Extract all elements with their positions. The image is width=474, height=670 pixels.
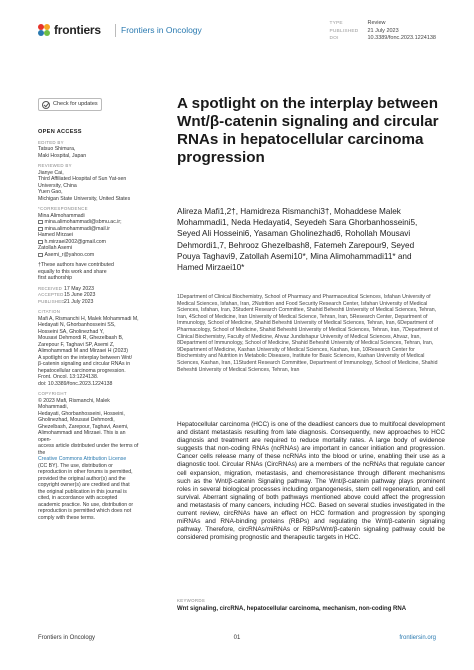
copyright-line: © 2023 Mafi, Rismanchi, Malek Mohammadi, xyxy=(38,397,110,410)
copyright-line: Alimohammadi and Mirzaei. This is an open- xyxy=(38,430,126,443)
date-value: 15 June 2023 xyxy=(64,292,96,298)
date-value: 17 May 2023 xyxy=(64,285,94,292)
reviewer-line: University, China xyxy=(38,182,77,189)
envelope-icon xyxy=(38,227,43,231)
cc-license-link[interactable]: Creative Commons Attribution License xyxy=(38,456,127,462)
copyright-line: access article distributed under the terms of xyxy=(38,443,139,449)
citation-line: Alimohammadi M and Mirzaei H (2023) xyxy=(38,348,128,354)
article-sidebar xyxy=(38,98,140,525)
envelope-icon xyxy=(38,240,43,244)
frontiers-logo-icon xyxy=(38,24,51,37)
reviewer-line: Third Affiliated Hospital of Sun Yat-sen xyxy=(38,176,127,182)
envelope-icon xyxy=(38,220,43,224)
meta-published-row: PUBLISHED 21 July 2023 xyxy=(329,27,399,34)
copyright-line: academic practice. No use, distribution or xyxy=(38,501,134,508)
citation-line: Hedayati N, Ghorbanhosseini SS, xyxy=(38,322,116,328)
date-value: 21 July 2023 xyxy=(64,298,94,305)
copyright-line: provided the original author(s) and the xyxy=(38,475,126,482)
copyright-line: the xyxy=(38,449,46,456)
copyright-line: (CC BY). The use, distribution or xyxy=(38,462,113,469)
envelope-icon xyxy=(38,253,43,257)
copyright-line: the original publication in this journal is xyxy=(38,488,127,495)
copyright-line: Gholinezhad, Mousavi Dehmordi, xyxy=(38,417,115,423)
correspondence-text: h.mirzaei2002@gmail.com xyxy=(44,238,106,245)
date-label: ACCEPTED xyxy=(38,292,64,297)
copyright-line: cited, in accordance with accepted xyxy=(38,495,118,501)
date-row xyxy=(38,299,140,306)
correspondence-text: Zatollah Asemi xyxy=(38,245,73,251)
correspondence-text: Mina Alimohammadi xyxy=(38,212,85,219)
editor-line: Maki Hospital, Japan xyxy=(38,152,87,159)
article-meta xyxy=(329,20,436,43)
citation-line: A spotlight on the interplay between Wnt/ xyxy=(38,354,133,361)
header-divider xyxy=(115,24,116,37)
contribution-line: †These authors have contributed xyxy=(38,262,114,268)
affiliations: 1Department of Clinical Biochemistry, School of Pharmacy and Pharmaceutical Sciences, Isfahan University of Medical Sciences, Isfahan, Iran, 2Nutrition and Food Security Research Center, Isfahan University of Medical Sciences, Isfahan, Iran, 3Student Research Committee, Shahid Beheshti University of Medical Sciences, Tehran, Iran, 4School of Medicine, Iran University of Medical Science, Tehran, Iran, 5Research Center, Department of Immunology, School of Medicine, Shahid Beheshti University of Medical Sciences, Tehran, Iran, 6Department of Pharmacology, School of Medicine, Shahid Beheshti University of Medical Sciences, Tehran, Iran, 7Department of Clinical Biochemistry, Faculty of Medicine, Ahvaz Jundishapur University of Medical Sciences, Ahvaz, Iran, 8Department of Immunology, School of Medicine, Shahid Beheshti University of Medical Sciences, Tehran, Iran, 9Department of Medicine, Kashan University of Medical Sciences, Kashan, Iran, 10Research Center for Biochemistry and Nutrition in Metabolic Diseases, Institute for Basic Sciences, Kashan University of Medical Sciences, Kashan, Iran, 11Student Research Committee, Department of Immunology, School of Medicine, Shahid Beheshti University of Medical Sciences, Tehran, Iran xyxy=(177,294,439,373)
author-list: Alireza Mafi1,2†, Hamidreza Rismanchi3†, Mohaddese Malek Mohammadi1, Neda Hedayati4, Seyedeh Sara Ghorbanhosseini5, Seyed Ali Hosseini6, Yasaman Gholinezhad6, Rohollah Mousavi Dehmordi1,7, Behrooz Ghezelbash8, Fatemeh Zarepour9, Seyed Pouya Taghavi9, Zatollah Asemi10*, Mina Alimohammadi11* and Hamed Mirzaei10* xyxy=(177,207,418,273)
correspondence-section: *CORRESPONDENCE Mina Alimohammadi mina.alimohammadi@sbmu.ac.ir; mina.alimohammadi@mail.ir Hamed Mirzaei h.mirzaei2002@gmail.com Zatollah Asemi Asemi_r@yahoo.com xyxy=(38,206,140,258)
meta-type-row: TYPE Review xyxy=(329,20,386,26)
contribution-note xyxy=(38,262,140,282)
reviewer-line: Yuen Gao, xyxy=(38,189,63,195)
copyright-line: comply with these terms. xyxy=(38,514,96,521)
citation-line: hepatocellular carcinoma progression. xyxy=(38,367,126,374)
footer-journal-link[interactable]: Frontiers in Oncology xyxy=(38,635,96,641)
frontiers-logo[interactable] xyxy=(38,23,101,37)
citation-line: Front. Oncol. 13:1224138. xyxy=(38,374,99,380)
reviewed-by-section: REVIEWED BY Jianye Cai, Third Affiliated Hospital of Sun Yat-sen University, China Yuen Gao, Michigan State University, United States xyxy=(38,163,140,202)
journal-name-link[interactable]: Frontiers in Oncology xyxy=(121,25,202,35)
copyright-line: reproduction in other forums is permitted, xyxy=(38,469,133,475)
citation-line: Hosseini SA, Gholinezhad Y, xyxy=(38,328,104,335)
open-access-label: OPEN ACCESS xyxy=(38,129,82,135)
reviewer-line: Michigan State University, United States xyxy=(38,195,131,202)
citation-line: doi: 10.3389/fonc.2023.1224138 xyxy=(38,380,113,387)
footer-site-link[interactable]: frontiersin.org xyxy=(399,635,436,641)
brand-name: frontiers xyxy=(54,23,101,37)
correspondence-text: mina.alimohammadi@sbmu.ac.ir; xyxy=(44,219,122,225)
date-label: RECEIVED xyxy=(38,285,63,291)
reviewer-line: Jianye Cai, xyxy=(38,169,64,176)
citation-line: Mafi A, Rismanchi H, Malek Mohammadi M, xyxy=(38,315,139,322)
dates-section xyxy=(38,286,140,306)
editor-line: Tatsuo Shimura, xyxy=(38,146,76,152)
correspondence-email[interactable] xyxy=(38,252,140,259)
keywords-label: KEYWORDS xyxy=(177,598,206,603)
contribution-line: first authorship xyxy=(38,275,73,281)
check-for-updates-button[interactable]: Check for updates xyxy=(38,98,102,111)
copyright-line: Ghezelbash, Zarepour, Taghavi, Asemi, xyxy=(38,423,129,430)
correspondence-text: Asemi_r@yahoo.com xyxy=(44,251,95,258)
citation-line: Mousavi Dehmordi R, Ghezelbash B, xyxy=(38,335,124,341)
correspondence-text: Hamed Mirzaei xyxy=(38,232,73,238)
abstract: Hepatocellular carcinoma (HCC) is one of the deadliest cancers due to multifocal development and distant metastasis resulting from late diagnosis. Consequently, new approaches to HCC diagnosis and treatment are required to reduce mortality rates. A large body of evidence suggests that non-coding RNAs (ncRNAs) are important in cancer initiation and progression. Cancer cells release many of these ncRNAs into the blood or urine, enabling their use as a diagnostic tool. Circular RNAs (CircRNAs) are a members of the ncRNAs that regulate cancer cell expansion, migration, metastasis, and chemoresistance through different mechanisms such as the Wnt/β-catenin Signaling pathway. The Wnt/β-catenin pathway plays prominent roles in several biological processes including organogenesis, stem cell regeneration, and cell survival. Aberrant signaling of both pathways mentioned above could affect the progression and metastasis of many cancers, including HCC. Based on several studies investigated in the current review, circRNAs have an effect on HCC formation and progression by sponging miRNAs and RNA-binding proteins (RBPs) and regulating the Wnt/β-catenin signaling pathway. Therefore, circRNAs/miRNAs or RBPs/Wnt/β-catenin signaling pathway could be considered promising prognostic and therapeutic targets in HCC. xyxy=(177,421,445,542)
copyright-line: Hedayati, Ghorbanhosseini, Hosseini, xyxy=(38,410,125,417)
check-circle-icon xyxy=(42,101,50,109)
copyright-line: copyright owner(s) are credited and that xyxy=(38,482,130,488)
page-header xyxy=(38,20,436,42)
edited-by-section: EDITED BY Tatsuo Shimura, Maki Hospital, Japan xyxy=(38,140,140,160)
article-title: A spotlight on the interplay between Wnt/β-catenin signaling and circular RNAs in hepatocellular carcinoma progression xyxy=(177,95,439,166)
citation-section: CITATION Mafi A, Rismanchi H, Malek Mohammadi M, Hedayati N, Ghorbanhosseini SS, Hosseini SA, Gholinezhad Y, Mousavi Dehmordi R, Ghezelbash B, Zarepour F, Taghavi SP, Asemi Z, Alimohammadi M and Mirzaei H (2023) A spotlight on the interplay between Wnt/ β-catenin signaling and circular RNAs in hepatocellular carcinoma progression. Front. Oncol. 13:1224138. doi: 10.3389/fonc.2023.1224138 xyxy=(38,309,139,387)
page-number: 01 xyxy=(233,635,241,641)
citation-line: Zarepour F, Taghavi SP, Asemi Z, xyxy=(38,341,115,348)
date-label: PUBLISHED xyxy=(38,298,65,304)
copyright-line: reproduction is permitted which does not xyxy=(38,508,132,514)
keywords: Wnt signaling, circRNA, hepatocellular carcinoma, mechanism, non-coding RNA xyxy=(177,606,407,612)
copyright-section: COPYRIGHT © 2023 Mafi, Rismanchi, Malek Mohammadi, Hedayati, Ghorbanhosseini, Hosseini, Gholinezhad, Mousavi Dehmordi, Ghezelbash, Zarepour, Taghavi, Asemi, Alimohammadi and Mirzaei. This is an open- access article distributed under the terms of the Creative Commons Attribution License (CC BY). The use, distribution or reproduction in other forums is permitted, provided the original author(s) and the copyright owner(s) are credited and that the original publication in this journal is cited, in accordance with accepted academic practice. No use, distribution or reproduction is permitted which does not comply with these terms. xyxy=(38,391,139,521)
contribution-line: equally to this work and share xyxy=(38,268,107,275)
meta-doi-row[interactable]: DOI 10.3389/fonc.2023.1224138 xyxy=(329,35,436,41)
correspondence-text: mina.alimohammadi@mail.ir xyxy=(44,225,111,232)
citation-line: β-catenin signaling and circular RNAs in xyxy=(38,361,131,367)
